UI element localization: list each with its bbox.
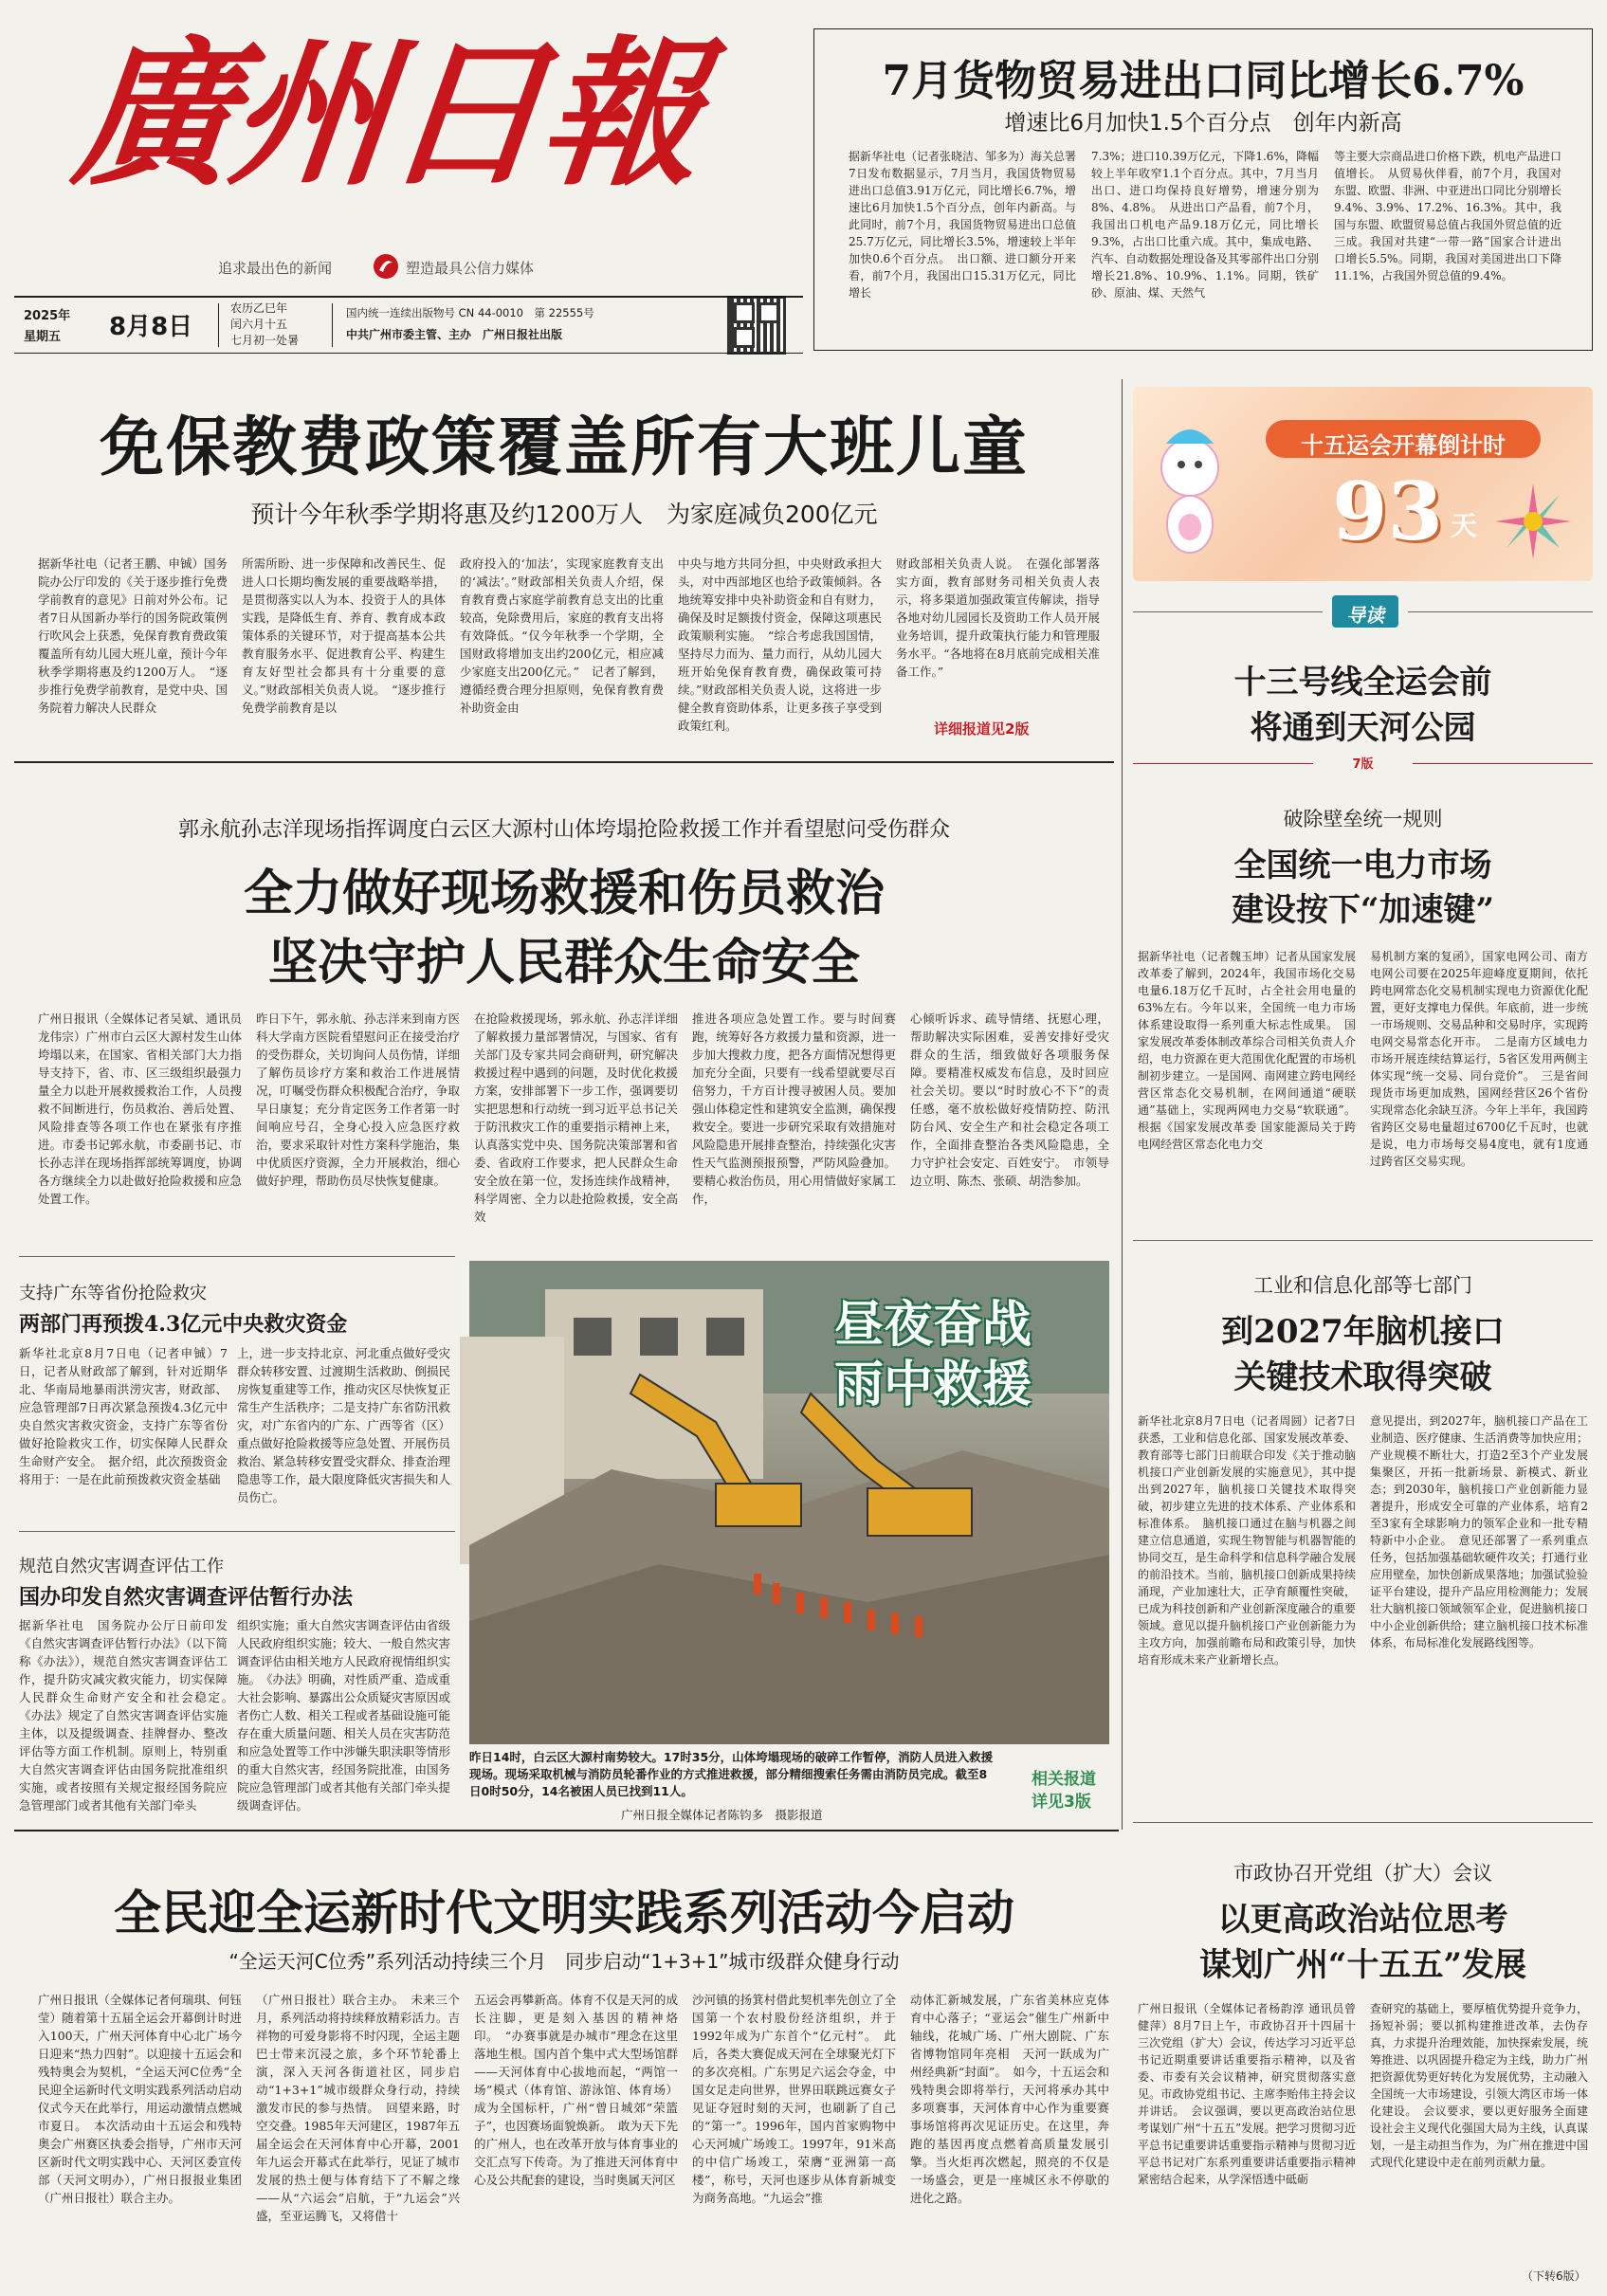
- top-story-headline: 7月货物贸易进出口同比增长6.7%: [882, 57, 1525, 105]
- slogan-right: 塑造最具公信力媒体: [406, 260, 535, 277]
- meeting-kicker: 市政协召开党组（扩大）会议: [1233, 1862, 1492, 1885]
- photo-title-2: 雨中救援: [834, 1356, 1032, 1413]
- games-emblem-icon: [1488, 477, 1579, 567]
- photo-caption: 昨日14时，白云区大源村南势较大。17时35分，山体垮塌现场的破碎工作暂停，消防人员进入救援现场。现场采取机械与消防员轮番作业的方式推进救援，部分精细搜索任务需由消防员完成。截至8日0时50分，14名被困人员已找到11人。: [469, 1750, 994, 1798]
- photo-jump-1[interactable]: 相关报道: [1032, 1770, 1096, 1789]
- countdown-days: 93: [1332, 465, 1443, 558]
- rescue-col3: 在抢险救援现场，郭永航、孙志洋详细了解救援力量部署情况，与国家、省有关部门及专家共同会商研判，研究解决救援过程中遇到的问题，及时优化救援方案，安排部署下一步工作，强调要切实把思想和行动统一到习近平总书记关于防汛救灾工作的重要指示精神上来，认真落实党中央、国务院决策部署和省委、省政府工作要求，把人民群众生命安全放在第一位，发扬连续作战精神，科学周密、全力以赴抢险救援，安全高效: [474, 1011, 678, 1224]
- qr-code[interactable]: [727, 296, 786, 355]
- lead-jump[interactable]: 详细报道见2版: [934, 720, 1030, 738]
- slogan-left: 追求最出色的新闻: [218, 260, 333, 277]
- meeting-continued[interactable]: （下转6版）: [1522, 2269, 1586, 2283]
- meeting-headline-2: 谋划广州“十五五”发展: [1198, 1946, 1527, 1984]
- lunar-date-3: 七月初一处暑: [230, 334, 300, 347]
- lead-col4: 中央与地方共同分担，中央财政承担大头，对中西部地区也给予政策倾斜。各地统筹安排中央补助资金和自有财力，确保及时足额拨付资金，保障这项惠民政策顺利实施。 “综合考虑我国国情，坚持尽力而为、量力而行，从幼儿园大班开始免保育教育费，确保政策可持续。”财政部相关负责人说，这将进一步健全教育资助体系，让更多孩子享受到政策红利。: [678, 556, 882, 733]
- rescue-col5: 心倾听诉求、疏导情绪、抚慰心理，帮助解决实际困难，妥善安排好受灾群众的生活，细致做好各项服务保障。要精准权威发布信息，及时回应社会关切。要以“时时放心不下”的责任感，毫不放松做好疫情防控、防汛防台风、安全生产和社会稳定各项工作，全面排查整治各类风险隐患，全力守护社会安定、百姓安宁。 市领导边立明、陈杰、张硕、胡浩参加。: [910, 1011, 1109, 1188]
- masthead-title: 廣州日報: [65, 20, 708, 208]
- rescue-col4: 推进各项应急处置工作。要与时间赛跑，统筹好各方救援力量和资源，进一步加大搜救力度，把各方面情况想得更加充分全面，只要有一线希望就要尽百倍努力，千方百计搜寻被困人员。要加强山体稳定性和建筑安全监测，确保搜救安全。要进一步研究采取有效措施对风险隐患开展排查整治，持续强化灾害性天气监测预报预警，严防风险叠加。要精心救治伤员，用心用情做好家属工作，: [692, 1011, 896, 1206]
- mascot-icon: [1147, 415, 1233, 567]
- photo-jump-2[interactable]: 详见3版: [1032, 1793, 1091, 1812]
- lead-headline: 免保教费政策覆盖所有大班儿童: [99, 410, 1029, 485]
- rescue-col2: 昨日下午，郭永航、孙志洋来到南方医科大学南方医院看望慰问正在接受治疗的受伤群众，关切询问人员伤情，详细了解伤员诊疗方案和救治工作进展情况，叮嘱受伤群众积极配合治疗，争取早日康复；充分肯定医务工作者第一时间响应号召，全身心投入应急医疗救治，要求采取针对性方案科学施治，集中优质医疗资源，全力开展救治，细心做好护理，帮助伤员尽快恢复健康。: [256, 1011, 460, 1188]
- aid-kicker: 支持广东等省份抢险救灾: [19, 1284, 207, 1303]
- power-col1: 据新华社电（记者魏玉坤）记者从国家发展改革委了解到，2024年，我国市场化交易电量6.18万亿千瓦时，占全社会用电量的63%左右。今年以来，全国统一电力市场体系建设取得一系列重大标志性成果。 国家发展改革委体制改革综合司相关负责人介绍，电力资源在更大范围优化配置的市场机制初步建立。一是国网、南网建立跨电网经营区常态化交易机制，在网间通道“硬联通”基础上，实现两网电力交易“软联通”。根据《国家发展改革委 国家能源局关于跨电网经营区常态化电力交: [1138, 950, 1356, 1151]
- power-headline-1: 全国统一电力市场: [1233, 847, 1492, 884]
- lead-col5: 财政部相关负责人说。 在强化部署落实方面，教育部财务司相关负责人表示，将多渠道加强政策宣传解读，指导各地对幼儿园园长及资助工作人员开展业务培训，提升政策执行能力和管理服务水平。“各地将在8月底前完成相关准备工作。”: [896, 556, 1100, 679]
- rescue-photo: [469, 1261, 1109, 1744]
- civilization-col4: 沙河镇的扬箕村借此契机率先创立了全国第一个农村股份经济组织，并于1992年成为广东首个“亿元村”。 此后，各类大赛促成天河在全球聚光灯下的多次亮相。广东男足六运会夺金，中国女足走向世界，世界田联跳远赛女子 见证夺冠时刻的天河，也刷新了自己的“第一”。1996年，国内首家购物中心天河城广场竣工。1997年，91米高的中信广场竣工，荣膺“亚洲第一高楼”，称号，天河也逐步从体育新城变为商务高地。“九运会”推: [692, 1993, 908, 2205]
- games-banner: [1133, 387, 1593, 581]
- countdown-label: 十五运会开幕倒计时: [1301, 432, 1506, 459]
- lead-subhead: 预计今年秋季学期将惠及约1200万人 为家庭减负200亿元: [250, 501, 878, 528]
- publisher-line: 中共广州市委主管、主办 广州日报社出版: [346, 328, 563, 341]
- civilization-col2: （广州日报社）联合主办。 未来三个月，系列活动将持续释放精彩活力。吉祥物的可爱身影将不时闪现，全运主题巴士带来沉浸之旅，多个环节轮番上演，深入天河各街道社区，同步启动“1+3+1”城市级群众身行动，持续激发市民的参与热情。 回望来路，时空交叠。1985年天河建区，1987年五届全运会在天河体育中心开幕，2001年九运会开幕式在此举行，见证了城市发展的热土便与体育结下了不解之缘——从“六运会”启航，于“九运会”兴盛，至亚运腾飞，又将借十: [256, 1993, 460, 2223]
- top-story: [813, 28, 1593, 351]
- lead-col1: 据新华社电（记者王鹏、申铖）国务院办公厅印发的《关于逐步推行免费学前教育的意见》日前对外公布。记者7日从国新办举行的国务院政策例行吹风会上获悉，免保育教育费政策覆盖所有幼儿园大班儿童，预计今年秋季学期将惠及约1200万人。 “逐步推行免费学前教育，是党中央、国务院着力解决人民群众: [38, 556, 228, 715]
- top-story-subhead: 增速比6月加快1.5个百分点 创年内新高: [1004, 111, 1402, 136]
- logo-icon: [373, 253, 399, 280]
- aid-headline: 两部门再预拨4.3亿元中央救灾资金: [19, 1312, 348, 1337]
- lead-col2: 所需所盼、进一步保障和改善民生、促进人口长期均衡发展的重要战略举措，是贯彻落实以人为本、投资于人的具体实践，是降低生育、养育、教育成本政策体系的关键环节，对于提高基本公共教育服务水平、促进教育公平、构建生育友好型社会都具有十分重要的意义。”财政部相关负责人说。 “逐步推行免费学前教育是以: [242, 556, 446, 715]
- issue-date: 8月8日: [109, 313, 193, 341]
- civilization-col1: 广州日报讯（全媒体记者何瑞琪、何钰莹）随着第十五届全运会开幕倒计时进入100天，广州天河体育中心北广场今日迎来“热力四射”。以迎接十五运会和残特奥会为契机，“全运天河C位秀”全民迎全运新时代文明实践系列活动启动仪式今天在此举行，用运动激情点燃城市夏日。 本次活动由十五运会和残特奥会广州赛区执委会指导，广州市天河区新时代文明实践中心、天河区委宣传部（天河文明办），广州日报报业集团（广州日报社）联合主办。: [38, 1993, 242, 2205]
- bci-col2: 意见提出，到2027年，脑机接口产品在工业制造、医疗健康、生活消费等加快应用；产业规模不断壮大，打造2至3个产业发展集聚区，开拓一批新场景、新模式、新业态；到2030年，脑机接口产业创新能力显著提升，形成安全可靠的产业体系，培育2至3家有全球影响力的领军企业和一批专精特新中小企业。 意见还部署了一系列重点任务，包括加强基础软硬件攻关；打通行业应用壁垒，加快创新成果落地；加强试验验证平台建设，提升产品应用检测能力；发展壮大脑机接口领域领军企业，促进脑机接口中小企业创新供给；建立脑机接口技术标准体系，布局标准化发展路线图等。: [1370, 1414, 1588, 1649]
- bci-headline-1: 到2027年脑机接口: [1221, 1313, 1505, 1351]
- publication-number: 国内统一连续出版物号 CN 44-0010 第 22555号: [346, 306, 594, 319]
- rescue-headline-2: 坚决守护人民群众生命安全: [267, 934, 860, 992]
- aid-col1: 新华社北京8月7日电（记者申铖）7日，记者从财政部了解到，针对近期华北、华南局地暴雨洪涝灾害，财政部、应急管理部7日再次紧急预拨4.3亿元中央自然灾害救灾资金，支持广东等省份做好抢险救灾工作，切实保障人民群众生命财产安全。 据介绍，此次预拨资金将用于：一是在此前预拨救灾资金基础: [19, 1346, 228, 1486]
- assess-headline: 国办印发自然灾害调查评估暂行办法: [19, 1585, 354, 1610]
- civilization-col3: 五运会再攀新高。体育不仅是天河的成长注脚，更是刻入基因的精神烙印。 “办赛事就是办城市”理念在这里落地生根。国内首个集中式大型场馆群——天河体育中心拔地而起，“两馆一场”模式（体育馆、游泳馆、体育场）成为全国标杆，广州“曾日城郊”荣篮子”，也因赛场面貌焕新。 敢为天下先的广州人，也在改革开放与体育事业的交汇点写下传奇。为了推进天河体育中心及公共配套的建设，当时奥属天河区: [474, 1993, 678, 2187]
- guide-headline-2[interactable]: 将通到天河公园: [1250, 709, 1476, 747]
- rescue-col1: 广州日报讯（全媒体记者吴斌、通讯员龙伟宗）广州市白云区大源村发生山体垮塌以来，在国家、省相关部门大力指导支持下，省、市、区三级组织最强力量全力以赴开展救援救治工作，人员搜救不间断进行，伤员救治、善后处置、风险排查等各项工作也在紧张有序推进。市委书记郭永航，市委副书记、市长孙志洋在现场指挥部统筹调度，协调各方继续全力以赴做好抢险救援和应急处置工作。: [38, 1011, 242, 1206]
- lunar-date-1: 农历乙巳年: [230, 301, 288, 315]
- meeting-col2: 查研究的基础上，要厚植优势提升竞争力，扬短补弱；要以抓构建推进改革，去伪存真，力求提升治理效能，加快探索发展，统筹推进、以巩固提升稳定为主线，助力广州把资源优势更好转化为发展优势，主动融入全国统一大市场建设，引领大湾区市场一体化建设。 会议要求，要以更好服务全面建设社会主义现代化强国大局为主线，认真谋划，一是主动担当作为，为广州在推进中国式现代化建设中走在前列贡献力量。: [1370, 2002, 1588, 2169]
- lunar-date-2: 闰六月十五: [230, 318, 288, 331]
- civilization-col5: 动体汇新城发展，广东省美林应克体育中心落子；“亚运会”催生广州新中轴线，花城广场、广州大剧院、广东省博物馆同年亮相 天河一跃成为广州经典新“封面”。 如今，十五运会和残特奥会即将举行，天河将承办其中多项赛事，天河体育中心作为重要赛事场馆将再次见证历史。在这里，奔跑的基因再度点燃着高质量发展引擎。当火炬再次燃起，照亮的不仅是一场盛会，更是一座城区永不停歇的进化之路。: [910, 1993, 1109, 2205]
- power-col2: 易机制方案的复函》，国家电网公司、南方电网公司要在2025年迎峰度夏期间，依托跨电网常态化交易机制实现电力资源优化配置，更好支撑电力保供。年底前，进一步统一市场规则、交易品种和交易时序，实现跨电网交易常态化开市。 二是南方区域电力市场开展连续结算运行，5省区发用两侧主体实现“统一交易、同台竞价”。 三是省间现货市场更加成熟，国网经营区26个省份实现常态化余缺互济。今年上半年，我国跨省跨区交易电量超过6700亿千瓦时，也就是说，电力市场每交易4度电，就有1度通过跨省区交易实现。: [1370, 950, 1588, 1168]
- top-story-col2: 7.3%；进口10.39万亿元，下降1.6%，降幅较上半年收窄1.1个百分点。其中，7月当月出口、进口均保持良好增势，增速分别为8%、4.8%。 从进出口产品看，前7个月，我国出口机电产品9.18万亿元，同比增长9.3%，占出口比重六成。其中，集成电路、汽车、自动数据处理设备及其零部件出口分别增长21.8%、10.9%、1.1%。同期，铁矿砂、原油、煤、天然气: [1091, 150, 1320, 300]
- bci-headline-2: 关键技术取得突破: [1233, 1358, 1492, 1396]
- issue-year: 2025年: [24, 309, 71, 323]
- guide-page[interactable]: 7版: [1352, 757, 1374, 772]
- countdown-unit: 天: [1451, 510, 1478, 541]
- photo-title-1: 昼夜奋战: [834, 1296, 1032, 1354]
- date-bar: [14, 296, 803, 354]
- photo-credit: 广州日报全媒体记者陈钧多 摄影报道: [621, 1808, 823, 1822]
- bci-kicker: 工业和信息化部等七部门: [1253, 1274, 1472, 1297]
- civilization-headline: 全民迎全运新时代文明实践系列活动今启动: [114, 1885, 1014, 1941]
- issue-weekday: 星期五: [24, 330, 62, 344]
- assess-kicker: 规范自然灾害调查评估工作: [19, 1557, 224, 1576]
- power-headline-2: 建设按下“加速键”: [1231, 891, 1495, 929]
- assess-col1: 据新华社电 国务院办公厅日前印发《自然灾害调查评估暂行办法》（以下简称《办法》），规范自然灾害调查评估工作，提升防灾减灾救灾能力，切实保障人民群众生命财产安全和社会稳定。 《办法》规定了自然灾害调查评估实施主体，以及提级调查、挂牌督办、整改评估等方面工作机制。原则上，特别重大自然灾害调查评估由国务院批准组织实施，或者按照有关规定报经国务院应急管理部门或者其他有关部门牵头: [19, 1618, 240, 1813]
- power-kicker: 破除壁垒统一规则: [1283, 808, 1443, 830]
- top-story-col3: 等主要大宗商品进口价格下跌，机电产品进口值增长。 从贸易伙伴看，前7个月，我国对东盟、欧盟、非洲、中亚进出口同比分别增长9.4%、3.9%、17.2%、16.3%。其中，我国与东盟、欧盟贸易总值占我国外贸总值的近三成。我国对共建“一带一路”国家合计进出口增长5.5%。同期，我国对美国进出口下降11.1%，占我国外贸总值的9.4%。: [1334, 150, 1562, 282]
- civilization-subhead: “全运天河C位秀”系列活动持续三个月 同步启动“1+3+1”城市级群众健身行动: [228, 1950, 900, 1973]
- meeting-col1: 广州日报讯（全媒体记者杨韵淳 通讯员曾健萍）8月7日上午，市政协召开十四届十三次党组（扩大）会议，传达学习习近平总书记近期重要讲话重要指示精神，以及省委、市委有关会议精神，研究贯彻落实意见。市政协党组书记、主席李贻伟主持会议并讲话。 会议强调，要以更高政治站位思考谋划广州“十五五”发展。把学习贯彻习近平总书记重要讲话重要指示精神与贯彻习近平总书记对广东系列重要讲话重要指示精神紧密结合起来，从学深悟透中砥砺: [1138, 2002, 1356, 2186]
- rescue-headline-1: 全力做好现场救援和伤员救治: [243, 865, 885, 922]
- assess-col2: 组织实施；重大自然灾害调查评估由省级人民政府组织实施；较大、一般自然灾害调查评估由相关地方人民政府视情组织实施。 《办法》明确，对性质严重、造成重大社会影响、暴露出公众质疑灾害原因或者伤亡人数、相关工程或者基础设施可能存在重大质量问题、相关人员在灾害防范和应急处置等工作中涉嫌失职渎职等情形的重大自然灾害，经国务院批准，由国务院应急管理部门或者其他有关部门牵头提级调查评估。: [237, 1618, 451, 1813]
- rescue-kicker: 郭永航孙志洋现场指挥调度白云区大源村山体垮塌抢险救援工作并看望慰问受伤群众: [177, 818, 950, 842]
- meeting-headline-1: 以更高政治站位思考: [1217, 1901, 1508, 1939]
- lead-col3: 政府投入的‘加法’，实现家庭教育支出的‘减法’。”财政部相关负责人介绍，保育教育费占家庭学前教育总支出的比重较高，免除费用后，家庭的教育支出将有效降低。“仅今年秋季一个学期，全国财政将增加支出约200亿元，相应减少家庭支出200亿元。” 记者了解到，遵循经费合理分担原则，免保育教育费补助资金由: [460, 556, 664, 715]
- aid-col2: 上，进一步支持北京、河北重点做好受灾群众转移安置、过渡期生活救助、倒损民房恢复重建等工作，推动灾区尽快恢复正常生产生活秩序；二是支持广东省防汛救灾，对广东省内的广东、广西等省（区）重点做好抢险救援等应急处置、开展伤员救治、紧急转移安置受灾群众、排查治理隐患等工作，最大限度降低灾害损失和人员伤亡。: [237, 1346, 451, 1504]
- top-story-col1: 据新华社电（记者张晓洁、邹多为）海关总署7日发布数据显示，7月当月，我国货物贸易进出口总值3.91万亿元，同比增长6.7%，增速比6月加快1.5个百分点，创年内新高。与此同时，前7个月，我国货物贸易进出口总值25.7万亿元，同比增长3.5%，增速较上半年加快0.6个百分点。 出口额、进口额分开来看，前7个月，我国出口15.31万亿元，同比增长: [849, 150, 1077, 300]
- guide-headline-1[interactable]: 十三号线全运会前: [1233, 664, 1492, 702]
- guide-tag: 导读: [1346, 604, 1384, 627]
- bci-col1: 新华社北京8月7日电（记者周圆）记者7日获悉，工业和信息化部、国家发展改革委、教育部等七部门日前联合印发《关于推动脑机接口产业创新发展的实施意见》，其中提出到2027年，脑机接口关键技术取得突破，初步建立先进的技术体系、产业体系和标准体系。 脑机接口通过在脑与机器之间建立信息通道，实现生物智能与机器智能的协同交互，是生命科学和信息科学融合发展的前沿技术。当前，脑机接口创新成果持续涌现，产业加速壮大，正孕育颠覆性突破，已成为科技创新和产业创新深度融合的重要领域。意见以提升脑机接口产业创新能力为主攻方向，加强前瞻布局和政策引导，加快培育形成未来产业新增长点。: [1138, 1414, 1356, 1667]
